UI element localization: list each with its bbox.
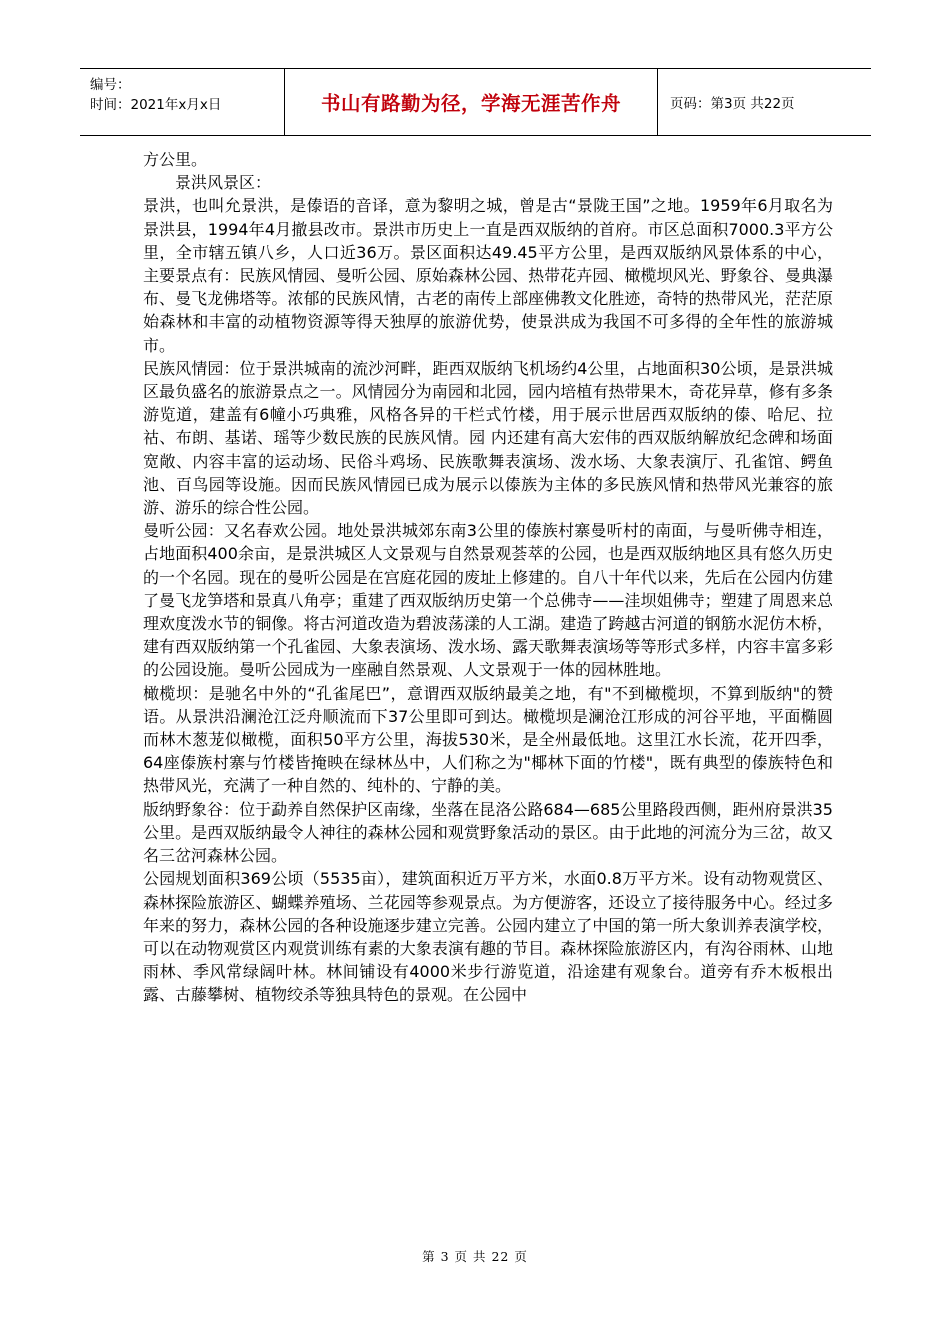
header-meta <box>80 69 285 135</box>
page-footer: 第 3 页 共 22 页 <box>422 1249 528 1264</box>
section-heading: 景洪风景区： <box>175 173 272 193</box>
document-date: 时间：2021年x月x日 <box>90 97 222 113</box>
body-paragraph: 景洪，也叫允景洪，是傣语的音译，意为黎明之城，曾是古“景陇王国”之地。1959年6月取名为景洪县，1994年4月撤县改市。景洪市历史上一直是西双版纳的首府。市区总面积7000.3平方公里，全市辖五镇八乡，人口近36万。景区面积达49.45平方公里，是西双版纳风景体系的中心，主要景点有：民族风情园、曼听公园、原始森林公园、热带花卉园、橄榄坝风光、野象谷、曼典瀑布、曼飞龙佛塔等。浓郁的民族风情，古老的南传上部座佛教文化胜迹，奇特的热带风光，茫茫原始森林和丰富的动植物资源等得天独厚的旅游优势，使景洪成为我国不可多得的全年性的旅游城市。 <box>143 196 833 355</box>
header-motto: 书山有路勤为径，学海无涯苦作舟 <box>320 92 621 115</box>
header-page-info: 页码：第3页 共22页 <box>670 96 795 112</box>
document-number-label: 编号： <box>90 77 131 93</box>
body-paragraph: 橄榄坝：是驰名中外的“孔雀尾巴”，意谓西双版纳最美之地，有"不到橄榄坝，不算到版纳"的赞语。从景洪沿澜沧江泛舟顺流而下37公里即可到达。橄榄坝是澜沧江形成的河谷平地，平面椭圆而林木葱茏似橄榄，面积50平方公里，海拔530米，是全州最低地。这里江水长流，花开四季，64座傣族村寨与竹楼皆掩映在绿林丛中，人们称之为"椰林下面的竹楼"，既有典型的傣族特色和热带风光，充满了一种自然的、纯朴的、宁静的美。 <box>143 683 833 796</box>
body-paragraph: 曼听公园：又名春欢公园。地处景洪城郊东南3公里的傣族村寨曼听村的南面，与曼听佛寺相连，占地面积400余亩，是景洪城区人文景观与自然景观荟萃的公园，也是西双版纳地区具有悠久历史的一个名园。现在的曼听公园是在宫庭花园的废址上修建的。自八十年代以来，先后在公园内仿建了曼飞龙笋塔和景真八角亭；重建了西双版纳历史第一个总佛寺——洼坝姐佛寺；塑建了周恩来总理欢度泼水节的铜像。将古河道改造为碧波荡漾的人工湖。建造了跨越古河道的钢筋水泥仿木桥，建有西双版纳第一个孔雀园、大象表演场、泼水场、露天歌舞表演场等等形式多样，内容丰富多彩的公园设施。曼听公园成为一座融自然景观、人文景观于一体的园林胜地。 <box>143 521 833 680</box>
body-paragraph: 方公里。 <box>143 150 208 169</box>
body-paragraph: 版纳野象谷：位于勐养自然保护区南缘，坐落在昆洛公路684—685公里路段西侧，距州府景洪35公里。是西双版纳最令人神往的森林公园和观赏野象活动的景区。由于此地的河流分为三岔，故又名三岔河森林公园。 <box>143 799 833 866</box>
body-paragraph: 民族风情园：位于景洪城南的流沙河畔，距西双版纳飞机场约4公里，占地面积30公顷，是景洪城区最负盛名的旅游景点之一。风情园分为南园和北园，园内培植有热带果木，奇花异草，修有多条游览道，建盖有6幢小巧典雅，风格各异的干栏式竹楼，用于展示世居西双版纳的傣、哈尼、拉祜、布朗、基诺、瑶等少数民族的民族风情。园 内还建有高大宏伟的西双版纳解放纪念碑和场面宽敞、内容丰富的运动场、民俗斗鸡场、民族歌舞表演场、泼水场、大象表演厅、孔雀馆、鳄鱼池、百鸟园等设施。因而民族风情园已成为展示以傣族为主体的多民族风情和热带风光兼容的旅游、游乐的综合性公园。 <box>143 358 833 518</box>
document-header <box>80 68 871 136</box>
body-paragraph: 公园规划面积369公顷（5535亩），建筑面积近万平方米，水面0.8万平方米。设有动物观赏区、森林探险旅游区、蝴蝶养殖场、兰花园等参观景点。为方便游客，还设立了接待服务中心。经过多年来的努力，森林公园的各种设施逐步建立完善。公园内建立了中国的第一所大象训养表演学校，可以在动物观赏区内观赏训练有素的大象表演有趣的节目。森林探险旅游区内，有沟谷雨林、山地雨林、季风常绿阔叶林。林间铺设有4000米步行游览道，沿途建有观象台。道旁有乔木板根出露、古藤攀树、植物绞杀等独具特色的景观。在公园中 <box>143 869 833 1005</box>
header-page-info-cell <box>658 69 871 135</box>
document-body <box>143 148 833 1007</box>
header-motto-cell <box>285 69 658 135</box>
